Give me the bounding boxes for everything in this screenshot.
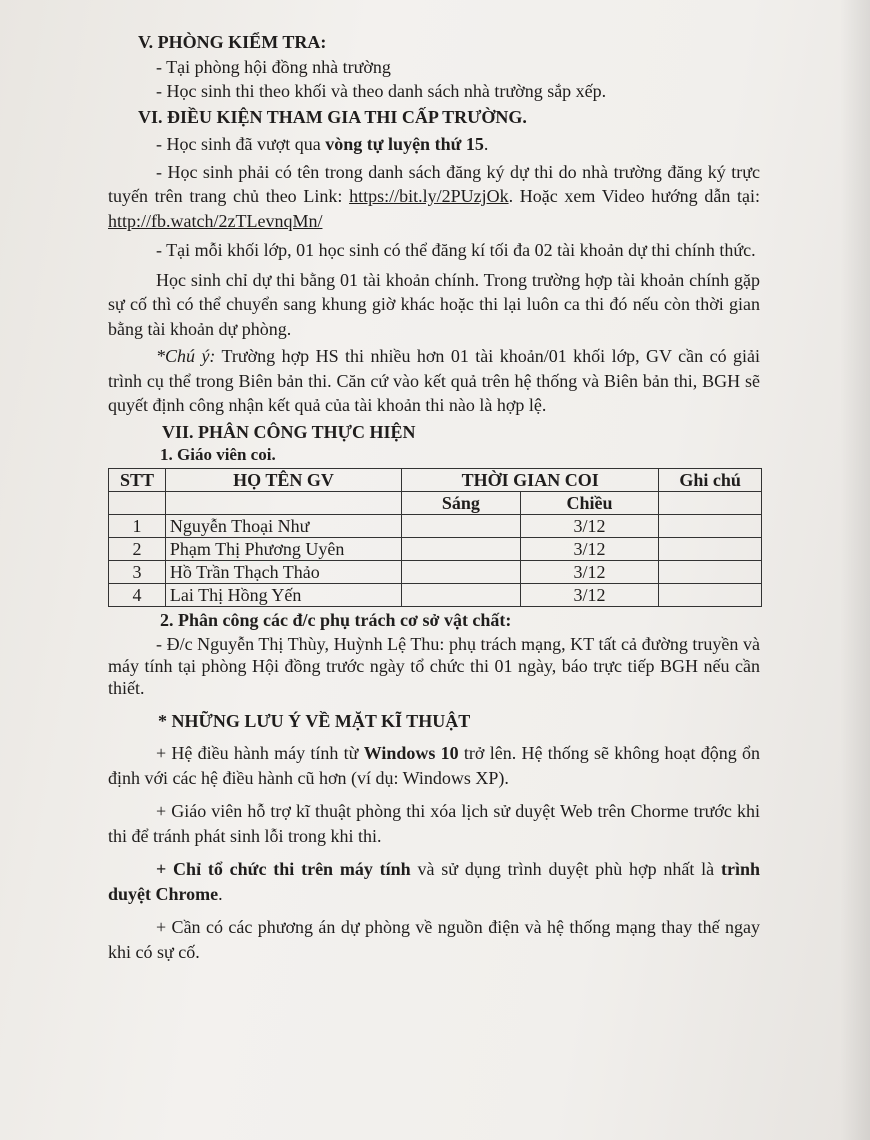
subsection-1-title: 1. Giáo viên coi. <box>160 445 276 464</box>
header-stt: STT <box>109 469 166 492</box>
item-text: . <box>483 134 489 154</box>
item-text: - Học sinh phải có tên trong danh sách đăng ký dự thi do nhà trường đăng ký trực tuyến trên trang chủ theo Link: <box>108 161 760 206</box>
cell-empty <box>109 492 166 515</box>
cell-empty <box>165 492 401 515</box>
tech-note-4: + Cần có các phương án dự phòng về nguồn điện và hệ thống mạng thay thế ngay khi có sự cố. <box>108 917 760 962</box>
cell-chieu: 3/12 <box>520 515 659 538</box>
section-vi-title: VI. ĐIỀU KIỆN THAM GIA THI CẤP TRƯỜNG. <box>138 106 527 127</box>
cell-stt: 4 <box>109 584 166 607</box>
cell-empty <box>659 492 762 515</box>
cell-sang <box>402 584 521 607</box>
subsection-2-text: - Đ/c Nguyễn Thị Thùy, Huỳnh Lệ Thu: phụ trách mạng, KT tất cả đường truyền và máy tính tại phòng Hội đồng trước ngày tổ chức thi 01 ngày, báo trực tiếp BGH nếu cần thiết. <box>108 633 760 698</box>
proctor-table <box>108 468 762 607</box>
tech-note-1 <box>108 741 760 791</box>
cell-sang <box>402 538 521 561</box>
document-body <box>108 30 760 965</box>
header-chieu: Chiều <box>520 492 659 515</box>
section-v-title: V. PHÒNG KIỂM TRA: <box>138 32 327 52</box>
table-header-row <box>109 469 762 492</box>
cell-sang <box>402 515 521 538</box>
note-label: *Chú ý: <box>156 346 216 366</box>
table-row <box>109 561 762 584</box>
section-vi-paragraph: Học sinh chỉ dự thi bằng 01 tài khoản chính. Trong trường hợp tài khoản chính gặp sự cố thì có thể chuyển sang khung giờ khác hoặc thi lại luôn ca thi đó nếu còn thời gian bằng tài khoản dự phòng. <box>108 269 760 339</box>
cell-note <box>659 538 762 561</box>
table-row <box>109 538 762 561</box>
item-text: và sử dụng trình duyệt phù hợp nhất là <box>410 859 721 879</box>
cell-note <box>659 561 762 584</box>
cell-sang <box>402 561 521 584</box>
section-vi-note <box>108 344 760 418</box>
item-text: trở lên. Hệ thống sẽ không hoạt động ổn định với các hệ điều hành cũ hơn (ví dụ: Windows XP). <box>108 743 760 788</box>
cell-stt: 3 <box>109 561 166 584</box>
cell-stt: 2 <box>109 538 166 561</box>
header-note: Ghi chú <box>659 469 762 492</box>
item-bold-text: + Chỉ tổ chức thi trên máy tính <box>156 859 411 879</box>
cell-name: Lai Thị Hồng Yến <box>165 584 401 607</box>
cell-name: Phạm Thị Phương Uyên <box>165 538 401 561</box>
header-sang: Sáng <box>402 492 521 515</box>
table-row <box>109 584 762 607</box>
item-text: - Học sinh đã vượt qua <box>156 134 326 154</box>
section-vi-item-3: - Tại mỗi khối lớp, 01 học sinh có thể đăng kí tối đa 02 tài khoản dự thi chính thức. <box>156 240 756 260</box>
cell-note <box>659 515 762 538</box>
cell-chieu: 3/12 <box>520 584 659 607</box>
section-v-item-1: - Tại phòng hội đồng nhà trường <box>156 56 391 77</box>
tech-note-2: + Giáo viên hỗ trợ kĩ thuật phòng thi xóa lịch sử duyệt Web trên Chorme trước khi thi để tránh phát sinh lỗi trong khi thi. <box>108 801 760 846</box>
video-guide-link[interactable]: http://fb.watch/2zTLevnqMn/ <box>108 210 323 231</box>
cell-chieu: 3/12 <box>520 561 659 584</box>
cell-note <box>659 584 762 607</box>
tech-note-3 <box>108 857 760 907</box>
note-text: Trường hợp HS thi nhiều hơn 01 tài khoản/01 khối lớp, GV cần có giải trình cụ thể trong Biên bản thi. Căn cứ vào kết quả trên hệ thống và Biên bản thi, BGH sẽ quyết định công nhận kết quả của tài khoản thi nào là hợp lệ. <box>108 346 760 415</box>
cell-chieu: 3/12 <box>520 538 659 561</box>
table-row <box>109 515 762 538</box>
technical-notes-title: * NHỮNG LƯU Ý VỀ MẶT KĨ THUẬT <box>158 710 471 731</box>
section-vi-item-1 <box>156 132 760 157</box>
item-text: . Hoặc xem Video hướng dẫn tại: <box>508 186 761 206</box>
item-bold-text: vòng tự luyện thứ 15 <box>325 134 484 154</box>
cell-name: Nguyễn Thoại Như <box>165 515 401 538</box>
section-v-item-2: - Học sinh thi theo khối và theo danh sách nhà trường sắp xếp. <box>156 81 607 101</box>
item-text: . <box>218 884 223 904</box>
item-bold-text: trình duyệt Chrome <box>108 859 760 904</box>
table-subheader-row <box>109 492 762 515</box>
item-bold-text: Windows 10 <box>363 743 459 763</box>
cell-name: Hồ Trần Thạch Thảo <box>165 561 401 584</box>
registration-link[interactable]: https://bit.ly/2PUzjOk <box>349 186 509 206</box>
section-vii-title: VII. PHÂN CÔNG THỰC HIỆN <box>162 421 416 442</box>
header-time: THỜI GIAN COI <box>402 469 659 492</box>
subsection-2-title: 2. Phân công các đ/c phụ trách cơ sở vật chất: <box>160 610 512 630</box>
section-vi-item-2 <box>108 160 760 234</box>
header-name: HỌ TÊN GV <box>165 469 401 492</box>
cell-stt: 1 <box>109 515 166 538</box>
item-text: + Hệ điều hành máy tính từ <box>156 743 364 763</box>
